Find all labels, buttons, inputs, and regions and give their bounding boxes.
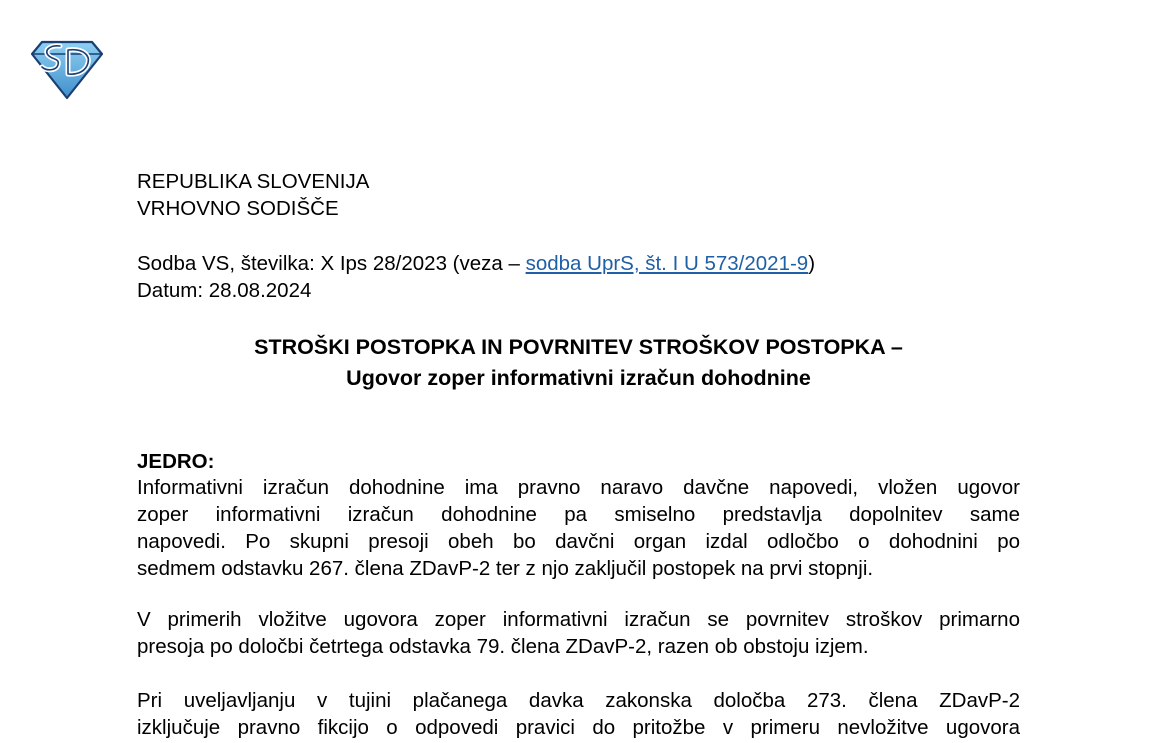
header-country: REPUBLIKA SLOVENIJA [137,170,370,193]
decision-date: Datum: 28.08.2024 [137,279,312,302]
jedro-paragraph-3 [137,687,1020,741]
related-judgment-link[interactable]: sodba UprS, št. I U 573/2021-9 [525,252,809,275]
paragraph-line: Informativni izračun dohodnine ima pravno naravo davčne napovedi, vložen ugovor [137,476,1020,499]
case-number-suffix: ) [808,252,816,275]
document-header [137,168,1020,222]
header-court: VRHOVNO SODIŠČE [137,197,339,220]
paragraph-line: Pri uveljavljanju v tujini plačanega davka zakonska določba 273. člena ZDavP-2 [137,689,1020,712]
jedro-paragraph-1 [137,474,1020,582]
title-line-1: STROŠKI POSTOPKA IN POVRNITEV STROŠKOV POSTOPKA – [254,335,903,359]
case-reference [137,250,1020,304]
paragraph-line: zoper informativni izračun dohodnine pa smiselno predstavlja dopolnitev same [137,503,1020,526]
paragraph-line: V primerih vložitve ugovora zoper informativni izračun se povrnitev stroškov primarno [137,608,1020,631]
court-logo-icon [30,40,104,100]
jedro-paragraph-2 [137,606,1020,660]
case-number: Sodba VS, številka: X Ips 28/2023 (veza – [137,252,526,275]
paragraph-line: izključuje pravno fikcijo o odpovedi pravici do pritožbe v primeru nevložitve ugovora [137,716,1020,739]
jedro-heading: JEDRO: [137,450,215,473]
case-number-line [137,250,1020,277]
paragraph-line: presoja po določbi četrtega odstavka 79. člena ZDavP-2, razen ob obstoju izjem. [137,635,869,658]
title-line-2: Ugovor zoper informativni izračun dohodnine [346,366,811,390]
paragraph-line: napovedi. Po skupni presoji obeh bo davčni organ izdal odločbo o dohodnini po [137,530,1020,553]
paragraph-line: sedmem odstavku 267. člena ZDavP-2 ter z njo zaključil postopek na prvi stopnji. [137,557,874,580]
document-title [137,332,1020,394]
